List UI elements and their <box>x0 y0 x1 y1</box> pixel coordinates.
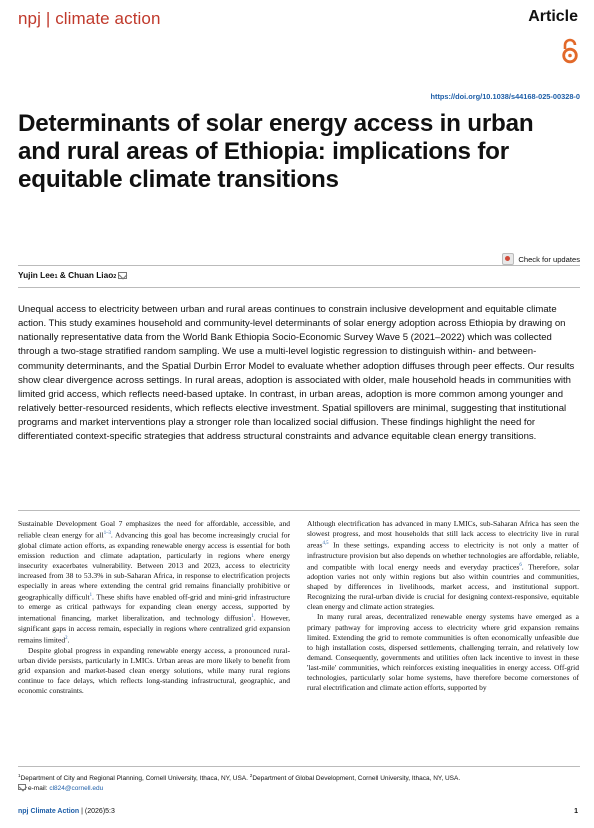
citation-ref[interactable]: 6 <box>519 562 522 568</box>
journal-name[interactable] <box>18 9 161 29</box>
body-paragraph: Despite global progress in expanding renewable energy access, a pronounced rural-urban divide persists, particularly in LMICs. Urban areas are more likely to benefit from grid expansion and market-based clean energy solutions, while many rural regions continue to face delays, which reflects long-standing infrastructural, geographic, and economic constraints. <box>18 645 290 695</box>
citation-ref[interactable]: 1–3 <box>103 531 111 537</box>
author-name[interactable]: Chuan Liao <box>68 270 114 280</box>
email-icon <box>18 784 26 790</box>
body-text: Sustainable Development Goal 7 emphasizes the need for affordable, accessible, and reliable clean energy for all <box>18 519 290 540</box>
open-access-icon <box>561 38 579 64</box>
check-for-updates-label: Check for updates <box>518 254 580 264</box>
footer-citation: | (2026)5:3 <box>79 808 115 815</box>
author-list <box>18 270 127 280</box>
article-title: Determinants of solar energy access in urban and rural areas of Ethiopia: implications for equitable climate transitions <box>18 110 534 193</box>
body-paragraph: In many rural areas, decentralized renewable energy systems have emerged as a primary pathway for improving access to electricity where grid expansion remains limited. Extending the grid to remote communities is often economically unfeasible due to high installation costs, dispersed settlements, challenging terrain, and relatively low demand. Consequently, governments and utilities often lack incentive to invest in these 'last-mile' communities, which reinforces existing inequalities in energy access. Off-grid technologies, particularly solar home systems, have therefore become cornerstones of rural electrification and climate action efforts, supported by <box>307 612 579 692</box>
divider <box>18 265 580 266</box>
body-text: . These shifts have enabled off-grid and mini-grid infrastructure to emerge as critical pathways for expanding clean energy access, supported by international financing, market liberalization, and technology diffusion <box>18 592 291 623</box>
citation-ref[interactable]: 1 <box>251 614 254 620</box>
body-text: Although electrification has advanced in many LMICs, sub-Saharan Africa has seen the slowest progress, and most households that still lack access to electricity live in rural areas <box>307 519 579 550</box>
email-line <box>18 784 583 794</box>
citation-ref[interactable]: 4,5 <box>322 541 329 547</box>
body-text: . Advancing this goal has become increasingly crucial for global climate action efforts, as expanding renewable energy access is essential for both emission reduction and climate adaptation, particularly in regions where energy insecurity exacerbates vulnerability. Between 2013 and 2023, access to electricity increased from 38 to 53.3% in sub-Saharan Africa, in response to electrification projects especially in areas where extending the central grid remains financially prohibitive or geographically difficult <box>18 530 290 602</box>
journal-header <box>18 6 578 34</box>
article-type: Article <box>528 8 578 25</box>
journal-title: climate action <box>55 9 161 28</box>
body-column-right <box>307 519 579 693</box>
affiliation-text: Department of City and Regional Planning, Cornell University, Ithaca, NY, USA. <box>20 775 250 783</box>
affiliation-text: Department of Global Development, Cornell University, Ithaca, NY, USA. <box>252 775 461 783</box>
email-link[interactable]: cl824@cornell.edu <box>49 785 104 793</box>
doi-link[interactable]: https://doi.org/10.1038/s44168-025-00328-0 <box>430 92 580 101</box>
body-text: In these settings, expanding access to electricity is not only a matter of infrastructure provision but also depends on whether technologies are affordable, reliable, and compatible with local energy needs and everyday practices <box>307 540 579 572</box>
author-name[interactable]: Yujin Lee <box>18 270 55 280</box>
affiliations <box>18 771 583 794</box>
check-for-updates-button[interactable] <box>502 253 580 265</box>
body-column-left <box>18 519 290 696</box>
page-number: 1 <box>574 808 578 815</box>
divider <box>18 766 580 767</box>
journal-prefix: npj <box>18 9 41 28</box>
author-affil-mark: 2 <box>113 274 117 280</box>
check-for-updates-icon <box>502 253 514 265</box>
body-paragraph <box>18 519 290 646</box>
citation-ref[interactable]: 1 <box>89 592 93 598</box>
email-label: e-mail: <box>28 785 50 793</box>
divider <box>18 510 580 511</box>
abstract: Unequal access to electricity between urban and rural areas continues to constrain inclusive development and equitable climate action. This study examines household and community-level determinants of solar energy adoption across Ethiopia by drawing on nationally representative data from the World Bank Ethiopia Socio-Economic Survey Wave 5 (2021–2022) which was collected through a two-stage stratified random sampling. We use a multi-level logistic regression to distinguish within- and between-community determinants, and the Spatial Durbin Error Model to evaluate whether adoption diffuses through peer effects. Our results show clear divergence across settings. In rural areas, adoption is associated with older, male household heads in communities with limited grid access, which reflects need-based uptake. In contrast, in urban areas, adoption is more common among younger and relatively better-resourced residents, which reflects elective investment. Spatial spillovers are minimal, suggesting that institutional programs and market interventions play a stronger role than localized social diffusion. These findings highlight the need for differentiated context-specific strategies that address structural constraints and advance equitable clean energy transitions. <box>18 304 575 443</box>
body-text: . <box>67 635 70 645</box>
footer-journal[interactable]: npj Climate Action <box>18 808 80 815</box>
email-icon[interactable] <box>118 272 127 279</box>
affil-mark: 2 <box>249 773 253 778</box>
affil-mark: 1 <box>18 773 21 778</box>
author-joiner: & <box>57 270 69 280</box>
body-text: . However, significant gaps in access remain, especially in regions where centralized grid expansion remains limited <box>18 613 290 645</box>
journal-separator: | <box>45 9 51 28</box>
author-affil-mark: 1 <box>54 274 58 280</box>
body-paragraph <box>307 519 579 612</box>
page-footer <box>18 808 578 815</box>
body-text: . Therefore, solar adoption varies not only within regions but also within countries and communities, shaped by differences in livelihoods, market access, and institutional support. Recognizing the rural-urban divide is crucial for designing context-responsive, equitable clean energy and climate action strategies. <box>307 562 580 612</box>
divider <box>18 287 580 288</box>
affiliation-line <box>18 771 583 784</box>
citation-ref[interactable]: 2 <box>65 636 68 642</box>
